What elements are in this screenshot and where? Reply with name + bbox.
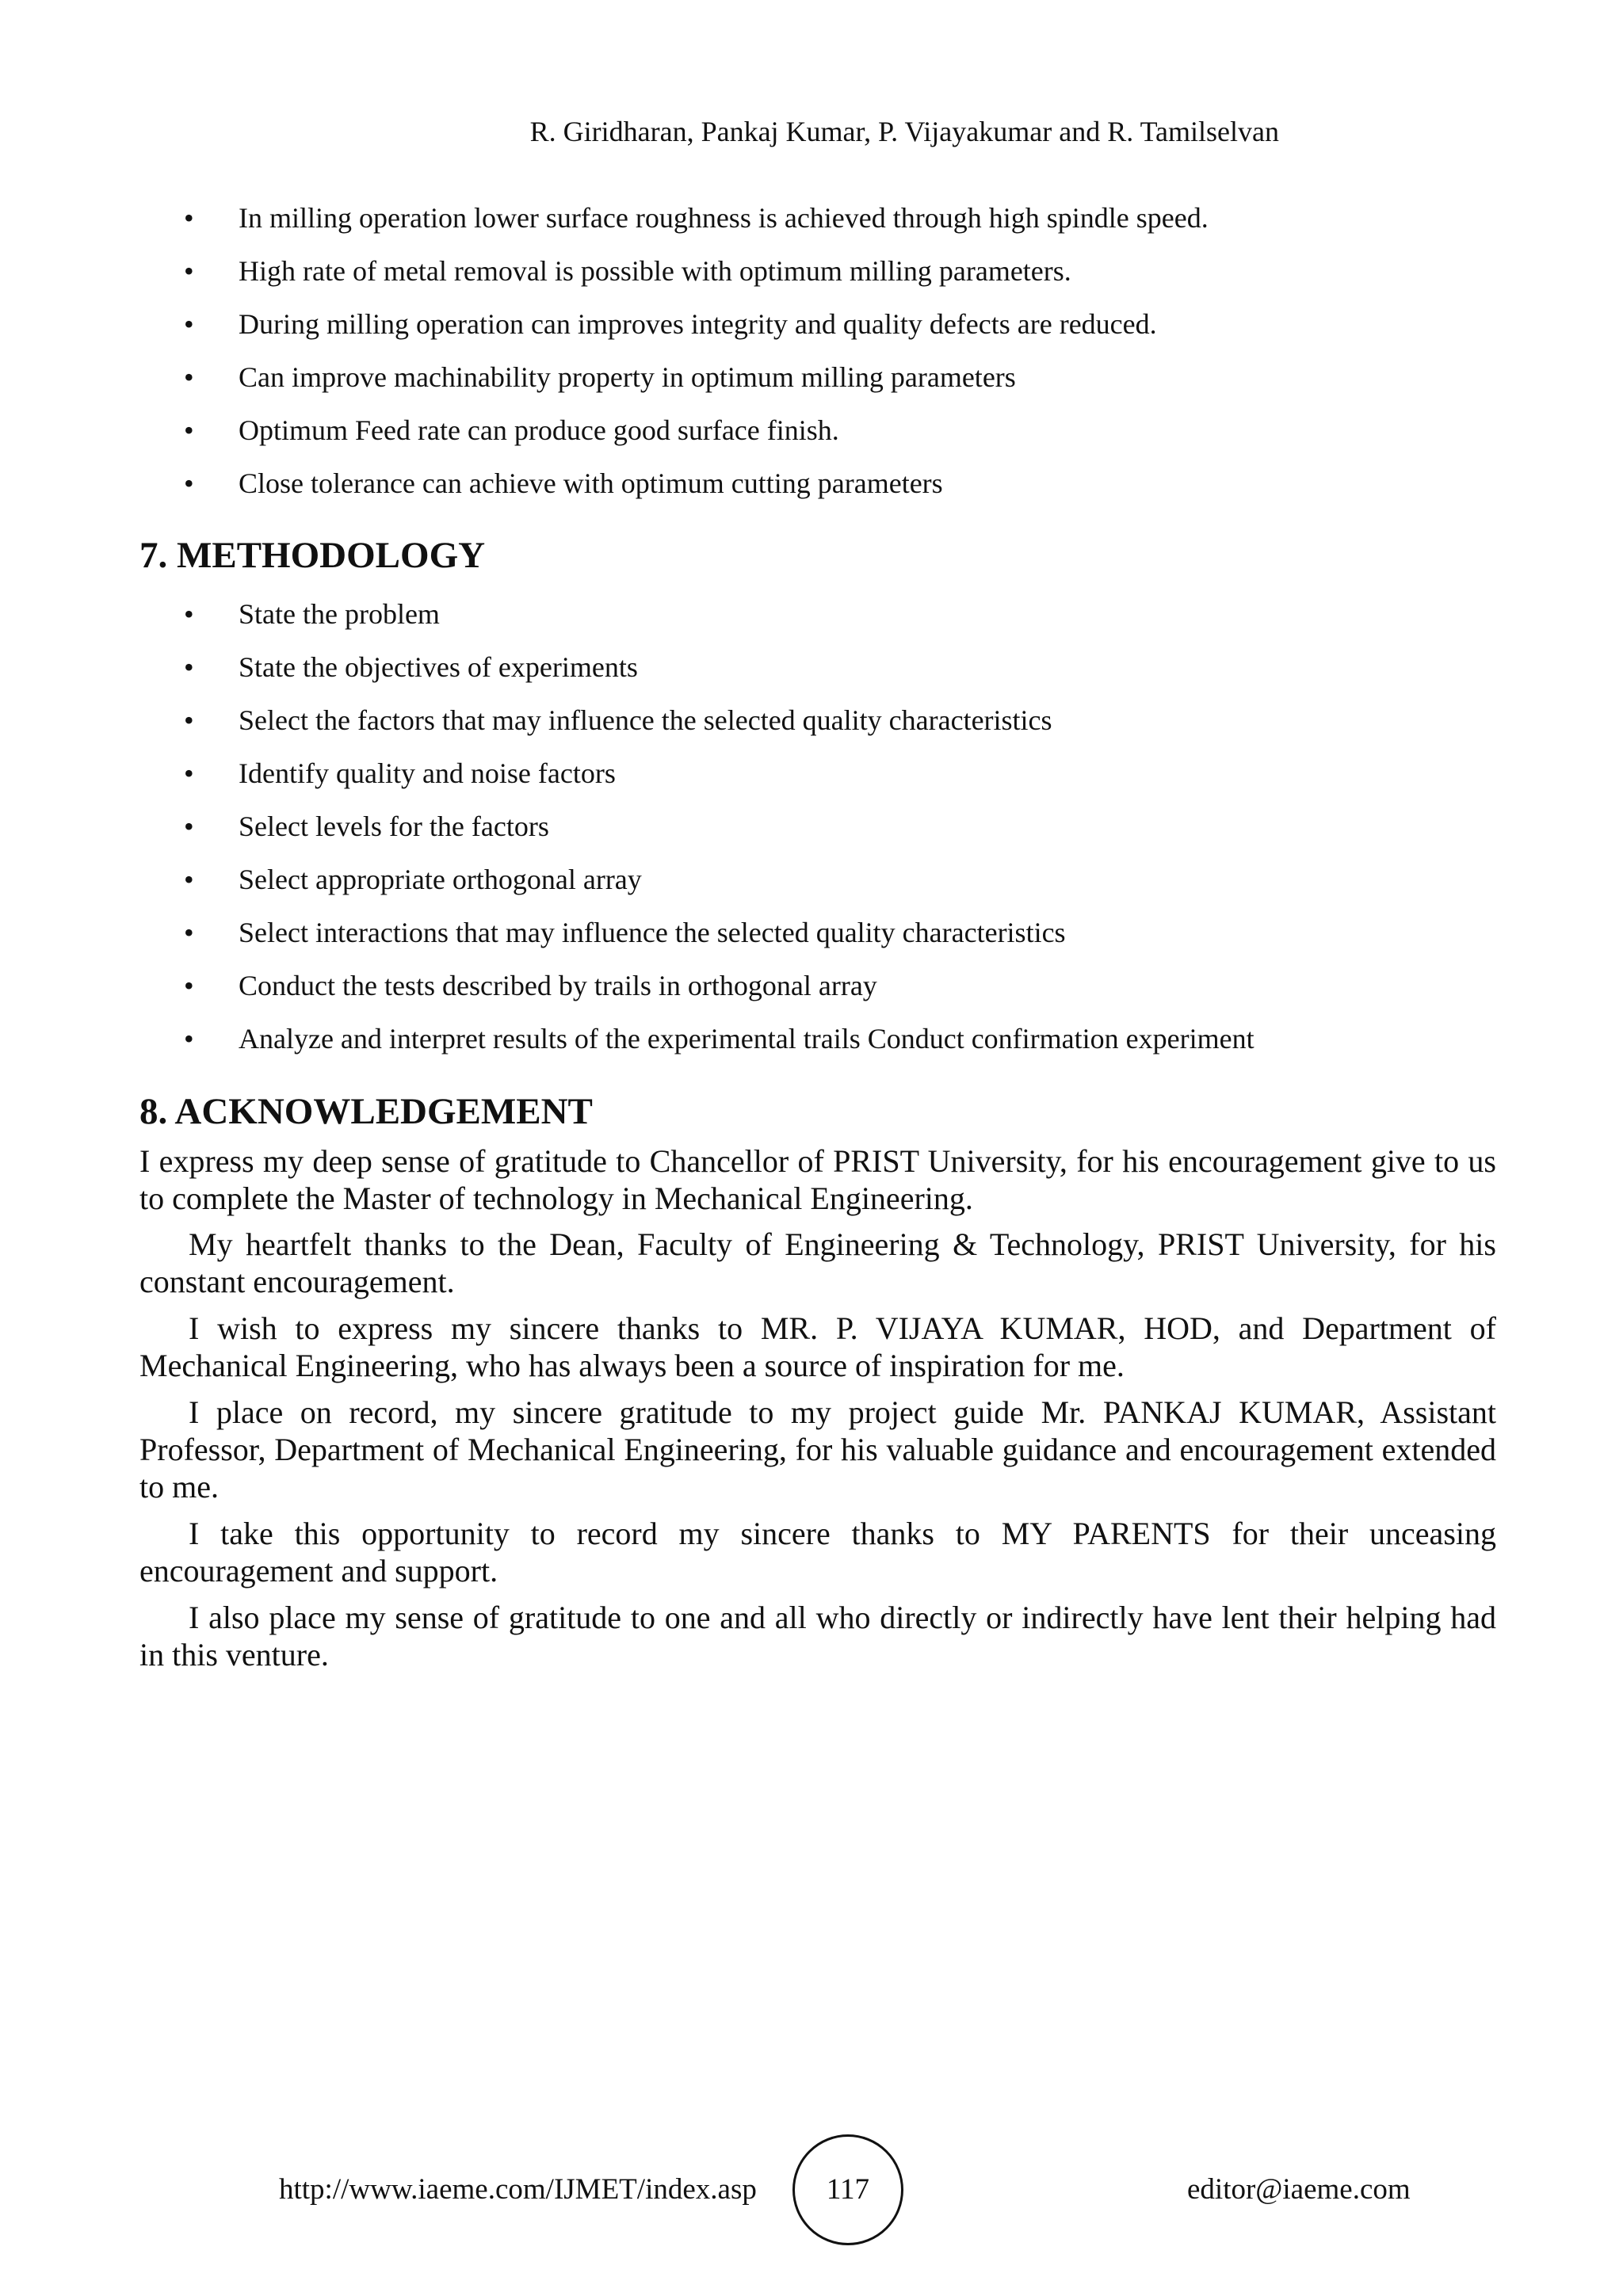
acknowledgement-paragraph-4: I place on record, my sincere gratitude to my project guide Mr. PANKAJ KUMAR, Assistant Professor, Department of Mechanical Engineering, for his valuable guidance and encouragement extended to me. bbox=[139, 1394, 1496, 1505]
bullet-icon: • bbox=[184, 970, 194, 1001]
list-item-text: Conduct the tests described by trails in orthogonal array bbox=[239, 970, 877, 1001]
section-heading-acknowledgement: 8. ACKNOWLEDGEMENT bbox=[139, 1091, 593, 1132]
footer-editor-email[interactable]: editor@iaeme.com bbox=[1187, 2173, 1411, 2206]
list-item-text: Select appropriate orthogonal array bbox=[239, 864, 642, 895]
bullet-icon: • bbox=[184, 598, 194, 630]
list-item-text: Close tolerance can achieve with optimum cutting parameters bbox=[239, 467, 943, 499]
list-item-text: Can improve machinability property in optimum milling parameters bbox=[239, 361, 1016, 393]
list-item-text: State the problem bbox=[239, 598, 440, 630]
list-item-text: Select levels for the factors bbox=[239, 810, 549, 842]
bullet-icon: • bbox=[184, 1023, 194, 1055]
list-item-text: During milling operation can improves integrity and quality defects are reduced. bbox=[239, 308, 1157, 340]
bullet-icon: • bbox=[184, 255, 194, 287]
bullet-icon: • bbox=[184, 202, 194, 234]
acknowledgement-paragraph-6: I also place my sense of gratitude to one and all who directly or indirectly have lent their helping had in this venture. bbox=[139, 1600, 1496, 1672]
bullet-icon: • bbox=[184, 414, 194, 446]
section-heading-methodology: 7. METHODOLOGY bbox=[139, 535, 486, 576]
acknowledgement-paragraph-3: I wish to express my sincere thanks to MR. P. VIJAYA KUMAR, HOD, and Department of Mechanical Engineering, who has always been a source of inspiration for me. bbox=[139, 1310, 1496, 1383]
list-item-text: In milling operation lower surface roughness is achieved through high spindle speed. bbox=[239, 202, 1209, 234]
list-item-text: Select the factors that may influence the selected quality characteristics bbox=[239, 704, 1052, 736]
running-header-authors: R. Giridharan, Pankaj Kumar, P. Vijayakumar and R. Tamilselvan bbox=[529, 116, 1279, 147]
acknowledgement-paragraph-5: I take this opportunity to record my sincere thanks to MY PARENTS for their unceasing encouragement and support. bbox=[139, 1516, 1496, 1589]
bullet-icon: • bbox=[184, 308, 194, 340]
acknowledgement-paragraph-2: My heartfelt thanks to the Dean, Faculty of Engineering & Technology, PRIST University, for his constant encouragement. bbox=[139, 1226, 1496, 1299]
bullet-icon: • bbox=[184, 810, 194, 842]
bullet-icon: • bbox=[184, 361, 194, 393]
bullet-icon: • bbox=[184, 704, 194, 736]
list-item-text: State the objectives of experiments bbox=[239, 651, 638, 683]
bullet-icon: • bbox=[184, 651, 194, 683]
list-item-text: Analyze and interpret results of the experimental trails Conduct confirmation experiment bbox=[239, 1023, 1254, 1055]
bullet-icon: • bbox=[184, 917, 194, 948]
page-number-badge: 117 bbox=[792, 2134, 903, 2245]
list-item-text: Optimum Feed rate can produce good surface finish. bbox=[239, 414, 839, 446]
list-item-text: High rate of metal removal is possible with optimum milling parameters. bbox=[239, 255, 1071, 287]
bullet-icon: • bbox=[184, 864, 194, 895]
bullet-icon: • bbox=[184, 757, 194, 789]
acknowledgement-paragraph-1: I express my deep sense of gratitude to Chancellor of PRIST University, for his encouragement give to us to complete the Master of technology in Mechanical Engineering. bbox=[139, 1143, 1496, 1216]
bullet-icon: • bbox=[184, 467, 194, 499]
list-item-text: Select interactions that may influence the selected quality characteristics bbox=[239, 917, 1066, 948]
footer-journal-url[interactable]: http://www.iaeme.com/IJMET/index.asp bbox=[279, 2173, 757, 2206]
list-item-text: Identify quality and noise factors bbox=[239, 757, 616, 789]
